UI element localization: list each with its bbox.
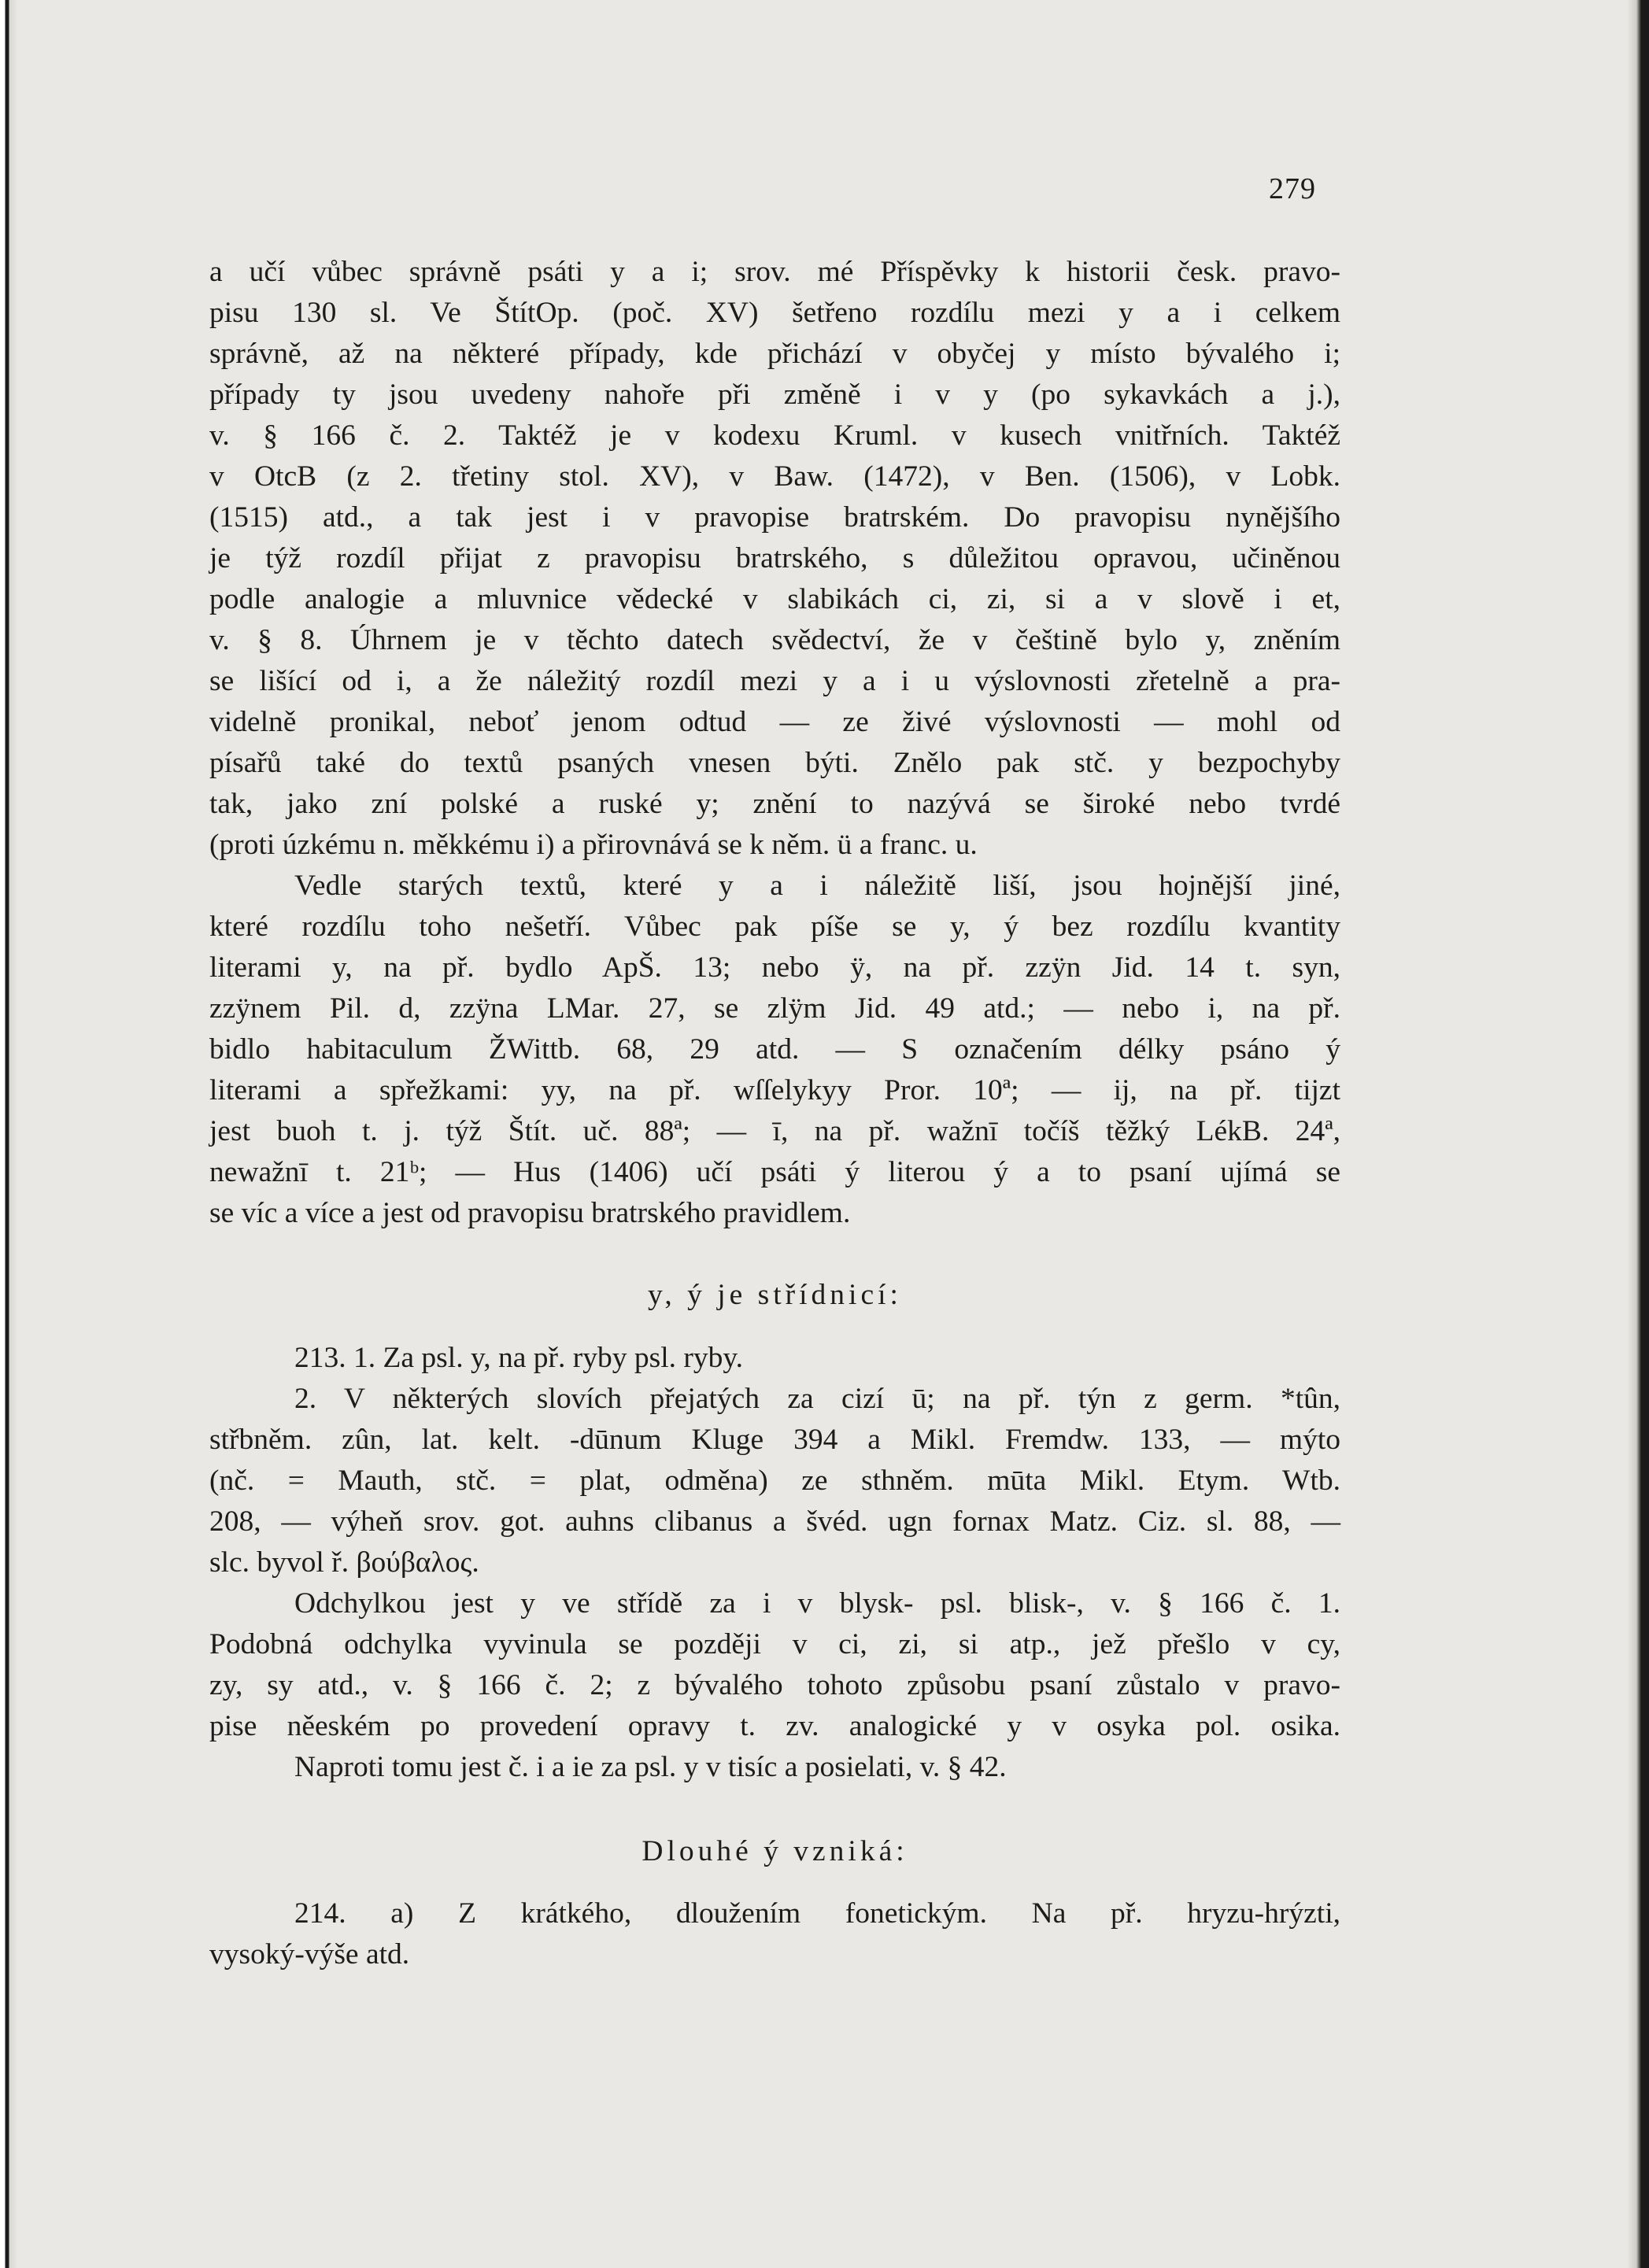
text-line: Vedle starých textů, které y a i náležitě liší, jsou hojnější jiné,	[294, 870, 1340, 902]
left-scan-edge	[0, 0, 17, 2268]
section-heading-1	[209, 1275, 1340, 1316]
text-line: literami y, na př. bydlo ApŠ. 13; nebo ÿ, na př. zzÿn Jid. 14 t. syn,	[209, 951, 1340, 984]
section-214	[209, 1893, 1340, 1975]
text-line: tak, jako zní polské a ruské y; znění to nazývá se široké nebo tvrdé	[209, 788, 1340, 820]
text-line: pisu 130 sl. Ve ŠtítOp. (poč. XV) šetřeno rozdílu mezi y a i celkem	[209, 297, 1340, 329]
text-line: bidlo habitaculum ŽWittb. 68, 29 atd. — S označením délky psáno ý	[209, 1033, 1340, 1066]
text-line: správně, až na některé případy, kde přichází v obyčej y místo bývalého i;	[209, 338, 1340, 370]
text-line: střbněm. zûn, lat. kelt. -dūnum Kluge 394 a Mikl. Fremdw. 133, — mýto	[209, 1424, 1340, 1456]
text-line: případy ty jsou uvedeny nahoře při změně i v y (po sykavkách a j.),	[209, 379, 1340, 411]
text-line: pise něeském po provedení opravy t. zv. analogické y v osyka pol. osika.	[209, 1710, 1340, 1742]
text-line: Odchylkou jest y ve střídě za i v blysk- psl. blisk-, v. § 166 č. 1.	[294, 1587, 1340, 1620]
paragraph-2	[209, 866, 1340, 1234]
text-line: písařů také do textů psaných vnesen býti. Znělo pak stč. y bezpochyby	[209, 747, 1340, 779]
text-line: (proti úzkému n. měkkému i) a přirovnává se k něm. ü a franc. u.	[209, 829, 978, 861]
text-line: 2. V některých slovích přejatých za cizí ū; na př. týn z germ. *tûn,	[294, 1383, 1340, 1415]
text-line: videlně pronikal, neboť jenom odtud — ze živé výslovnosti — mohl od	[209, 706, 1340, 738]
heading-text: y, ý je střídnicí:	[648, 1279, 902, 1311]
text-line: které rozdílu toho nešetří. Vůbec pak píše se y, ý bez rozdílu kvantity	[209, 911, 1340, 943]
text-line: v. § 8. Úhrnem je v těchto datech svědectví, že v češtině bylo y, zněním	[209, 624, 1340, 656]
text-line: a učí vůbec správně psáti y a i; srov. mé Příspěvky k historii česk. pravo-	[209, 256, 1340, 288]
text-line: v. § 166 č. 2. Taktéž je v kodexu Kruml. v kusech vnitřních. Taktéž	[209, 419, 1340, 452]
text-line: (1515) atd., a tak jest i v pravopise bratrském. Do pravopisu nynějšího	[209, 501, 1340, 534]
text-line: se lišící od i, a že náležitý rozdíl mezi y a i u výslovnosti zřetelně a pra-	[209, 665, 1340, 697]
text-line: Podobná odchylka vyvinula se později v ci, zi, si atp., jež přešlo v cy,	[209, 1628, 1340, 1660]
text-line: 208, — výheň srov. got. auhns clibanus a švéd. ugn fornax Matz. Ciz. sl. 88, —	[209, 1505, 1340, 1538]
paragraph-1	[209, 252, 1340, 866]
text-line: zy, sy atd., v. § 166 č. 2; z bývalého tohoto způsobu psaní zůstalo v pravo-	[209, 1669, 1340, 1701]
text-line: vysoký-výše atd.	[209, 1938, 410, 1971]
text-line: 213. 1. Za psl. y, na př. ryby psl. ryby.	[294, 1342, 744, 1374]
right-scan-edge	[1627, 0, 1649, 2268]
text-line: jest buoh t. j. týž Štít. uč. 88ª; — ī, na př. wažnī točíš těžký LékB. 24ª,	[209, 1115, 1340, 1147]
heading-text: Dlouhé ý vzniká:	[641, 1835, 908, 1867]
section-heading-2	[209, 1831, 1340, 1872]
text-line: je týž rozdíl přijat z pravopisu bratrského, s důležitou opravou, učiněnou	[209, 542, 1340, 574]
text-line: zzÿnem Pil. d, zzÿna LMar. 27, se zlÿm Jid. 49 atd.; — nebo i, na př.	[209, 992, 1340, 1025]
text-line: slc. byvol ř. βούβαλος.	[209, 1546, 479, 1579]
text-line: newažnī t. 21ᵇ; — Hus (1406) učí psáti ý literou ý a to psaní ujímá se	[209, 1156, 1340, 1188]
section-213	[209, 1338, 1340, 1788]
page-number: 279	[1269, 172, 1316, 205]
text-line: (nč. = Mauth, stč. = plat, odměna) ze sthněm. mūta Mikl. Etym. Wtb.	[209, 1465, 1340, 1497]
text-line: literami a spřežkami: yy, na př. wſſelykyy Pror. 10ª; — ij, na př. tijzt	[209, 1074, 1340, 1106]
text-line: 214. a) Z krátkého, dloužením fonetickým. Na př. hryzu-hrýzti,	[294, 1897, 1340, 1930]
text-line: Naproti tomu jest č. i a ie za psl. y v tisíc a posielati, v. § 42.	[294, 1751, 1007, 1783]
text-line: v OtcB (z 2. třetiny stol. XV), v Baw. (1472), v Ben. (1506), v Lobk.	[209, 460, 1340, 493]
text-line: podle analogie a mluvnice vědecké v slabikách ci, zi, si a v slově i et,	[209, 583, 1340, 615]
text-line: se víc a více a jest od pravopisu bratrského pravidlem.	[209, 1197, 851, 1229]
